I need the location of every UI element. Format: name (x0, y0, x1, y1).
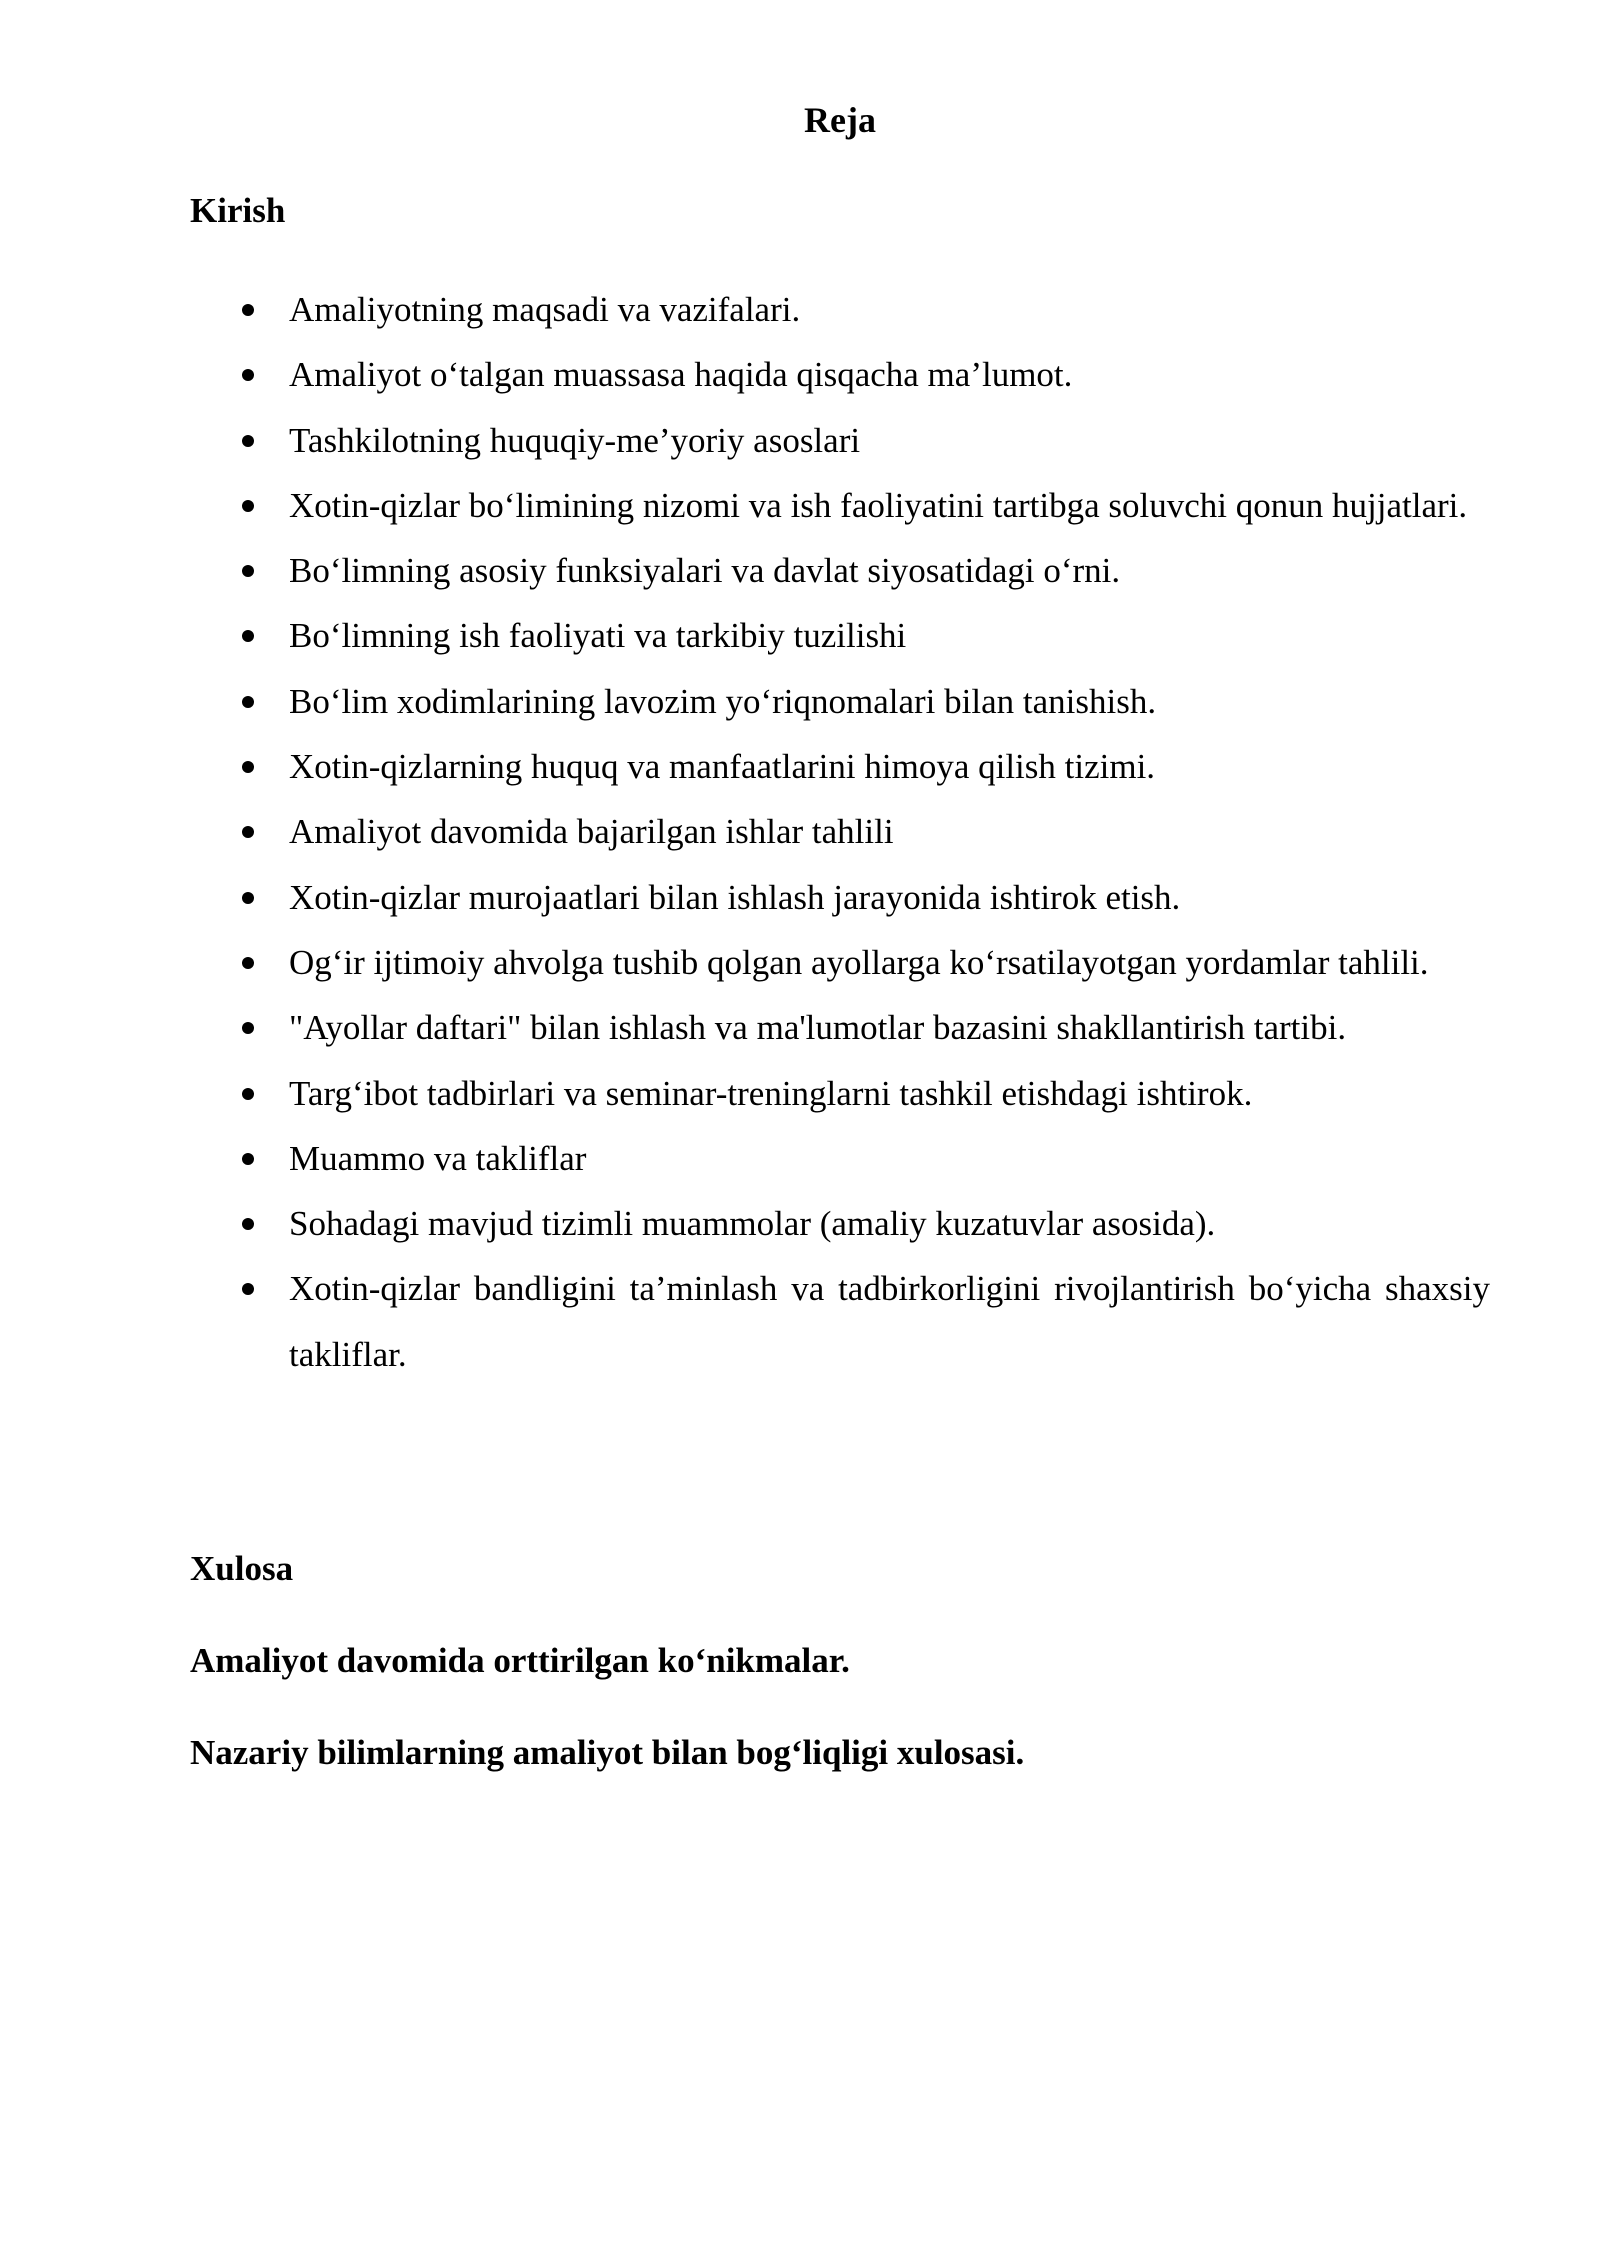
plan-item-text: Og‘ir ijtimoiy ahvolga tushib qolgan ayollarga ko‘rsatilayotgan yordamlar tahlili. (289, 942, 1429, 982)
bullet-icon (242, 565, 254, 577)
plan-item (190, 1061, 1490, 1126)
plan-item-text: Targ‘ibot tadbirlari va seminar-treninglarni tashkil etishdagi ishtirok. (289, 1073, 1253, 1113)
bullet-icon (242, 435, 254, 447)
plan-item-text: Tashkilotning huquqiy-me’yoriy asoslari (289, 420, 861, 460)
bullet-icon (242, 1218, 254, 1230)
plan-item-text: Bo‘limning ish faoliyati va tarkibiy tuzilishi (289, 616, 907, 656)
plan-item-text: Bo‘limning asosiy funksiyalari va davlat siyosatidagi o‘rni. (289, 551, 1121, 591)
bullet-icon (242, 1088, 254, 1100)
plan-item (190, 473, 1490, 538)
bullet-icon (242, 630, 254, 642)
plan-item-text: Sohadagi mavjud tizimli muammolar (amaliy kuzatuvlar asosida). (289, 1204, 1216, 1244)
bullet-icon (242, 1153, 254, 1165)
bullet-icon (242, 761, 254, 773)
plan-item (190, 865, 1490, 930)
plan-item (190, 603, 1490, 668)
bullet-icon (242, 1022, 254, 1034)
bullet-icon (242, 369, 254, 381)
bullet-icon (242, 304, 254, 316)
plan-item-text: Amaliyotning maqsadi va vazifalari. (289, 290, 801, 329)
plan-item (190, 1191, 1490, 1256)
plan-item-text: Amaliyot davomida bajarilgan ishlar tahlili (289, 812, 894, 852)
plan-item (190, 799, 1490, 864)
plan-item (190, 277, 1490, 342)
conclusion-item: Nazariy bilimlarning amaliyot bilan bog‘liqligi xulosasi. (190, 1733, 1025, 1772)
conclusion-item: Amaliyot davomida orttirilgan ko‘nikmalar. (190, 1641, 850, 1680)
plan-item (190, 342, 1490, 407)
plan-item (190, 1256, 1490, 1387)
plan-item-text: Xotin-qizlar murojaatlari bilan ishlash jarayonida ishtirok etish. (289, 877, 1181, 917)
plan-item (190, 1126, 1490, 1191)
plan-item-text: Bo‘lim xodimlarining lavozim yo‘riqnomalari bilan tanishish. (289, 681, 1157, 721)
plan-item-text: Xotin-qizlar bo‘limining nizomi va ish faoliyatini tartibga soluvchi qonun hujjatlari. (289, 485, 1468, 525)
plan-item-text: Muammo va takliflar (289, 1138, 587, 1178)
plan-item (190, 995, 1490, 1060)
intro-heading: Kirish (190, 191, 286, 230)
plan-item (190, 538, 1490, 603)
bullet-icon (242, 1283, 254, 1295)
plan-item (190, 408, 1490, 473)
bullet-icon (242, 696, 254, 708)
bullet-icon (242, 957, 254, 969)
plan-item (190, 734, 1490, 799)
plan-item-text: Xotin-qizlar bandligini ta’minlash va tadbirkorligini rivojlantirish bo‘yicha shaxsiy takliflar. (289, 1269, 1490, 1374)
plan-item-text: Amaliyot o‘talgan muassasa haqida qisqacha ma’lumot. (289, 355, 1073, 395)
bullet-icon (242, 892, 254, 904)
plan-item-text: "Ayollar daftari" bilan ishlash va ma'lumotlar bazasini shakllantirish tartibi. (289, 1008, 1347, 1048)
plan-item (190, 669, 1490, 734)
plan-item (190, 930, 1490, 995)
conclusion-heading: Xulosa (190, 1549, 294, 1588)
plan-list (190, 277, 1490, 1387)
page-title: Reja (804, 100, 876, 140)
plan-item-text: Xotin-qizlarning huquq va manfaatlarini himoya qilish tizimi. (289, 747, 1156, 787)
bullet-icon (242, 826, 254, 838)
bullet-icon (242, 500, 254, 512)
